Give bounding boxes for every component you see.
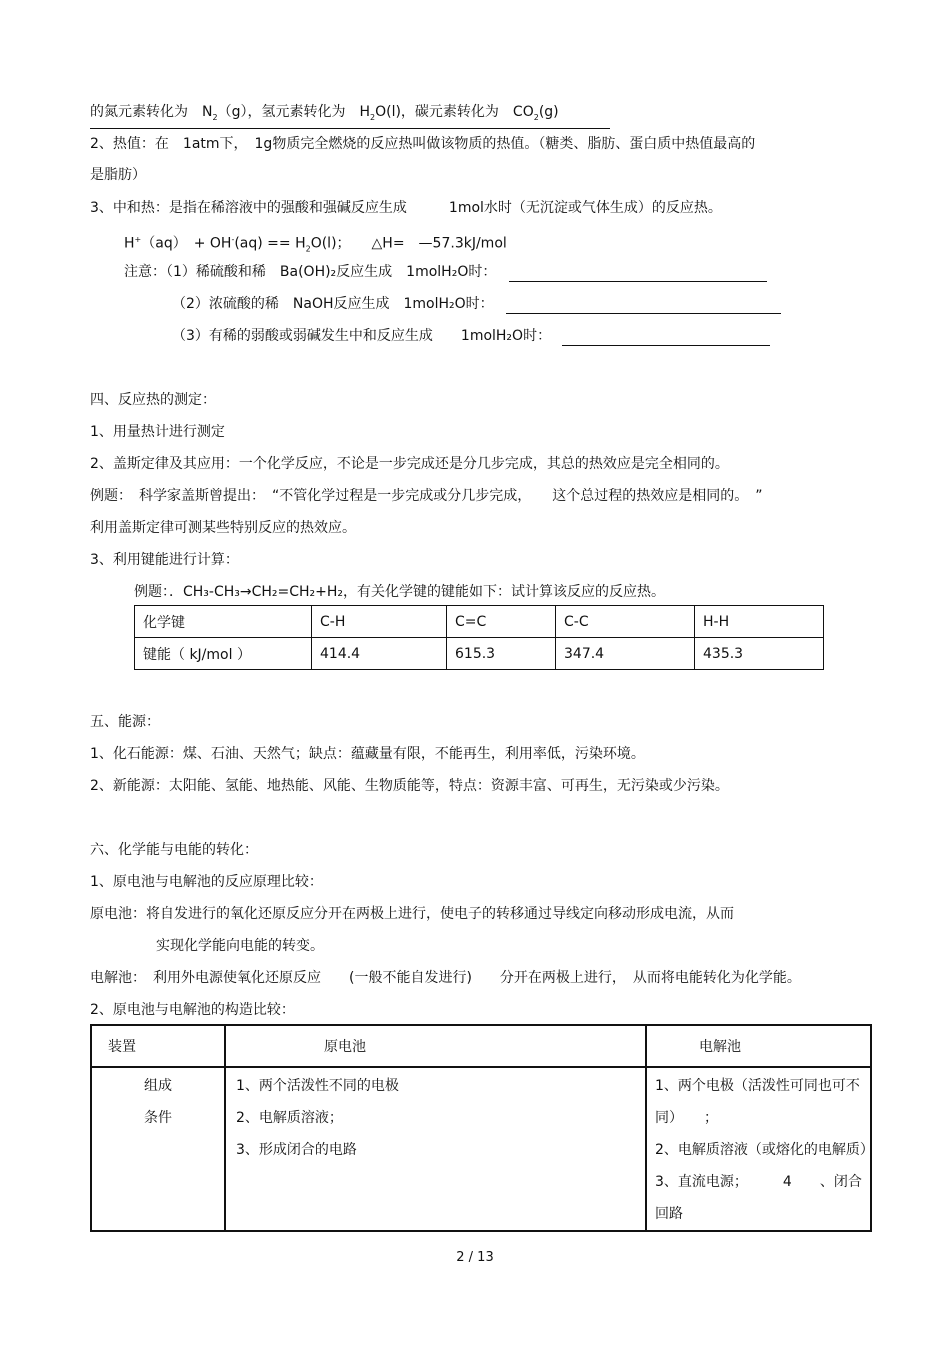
list-item: 1、两个活泼性不同的电极: [236, 1078, 399, 1094]
section-6-item-2: 2、原电池与电解池的构造比较：: [90, 1002, 295, 1018]
galvanic-def-2: 实现化学能向电能的转变。: [156, 938, 324, 954]
table-row: 化学键 C-H C=C C-C H-H: [135, 606, 824, 638]
galvanic-def: 原电池：将自发进行的氧化还原反应分开在两极上进行，使电子的转移通过导线定向移动形成电流，从而: [90, 906, 734, 922]
structure-comparison-table: [90, 1024, 872, 1232]
section-5-heading: 五、能源：: [90, 714, 160, 730]
heat-value-line: 2、热值：在 1atm下， 1g物质完全燃烧的反应热叫做该物质的热值。（糖类、脂肪、蛋白质中热值最高的: [90, 136, 756, 152]
section-4-item-2: 2、盖斯定律及其应用：一个化学反应，不论是一步完成还是分几步完成，其总的热效应是完全相同的。: [90, 456, 729, 472]
table-row: 装置 原电池 电解池: [91, 1025, 871, 1067]
page-number: 2 / 13: [456, 1250, 494, 1265]
section-4-item-1: 1、用量热计进行测定: [90, 424, 225, 440]
note-2: （2）浓硫酸的稀 NaOH反应生成 1molH₂O时：: [172, 294, 781, 314]
note-3: （3）有稀的弱酸或弱碱发生中和反应生成 1molH₂O时：: [172, 326, 770, 346]
section-6-heading: 六、化学能与电能的转化：: [90, 842, 258, 858]
section-5-item-1: 1、化石能源：煤、石油、天然气；缺点：蕴藏量有限，不能再生，利用率低，污染环境。: [90, 746, 645, 762]
table-row: 键能（ kJ/mol ） 414.4 615.3 347.4 435.3: [135, 638, 824, 670]
example-bond: 例题：．CH₃-CH₃→CH₂=CH₂+H₂，有关化学键的键能如下：试计算该反应的反应热。: [134, 584, 666, 600]
section-4-item-3: 3、利用键能进行计算：: [90, 552, 239, 568]
list-item: 3、形成闭合的电路: [236, 1142, 357, 1158]
section-4-heading: 四、反应热的测定：: [90, 392, 216, 408]
answer-blank-1[interactable]: [509, 263, 767, 282]
answer-blank-3[interactable]: [562, 327, 770, 346]
example-hess: 例题： 科学家盖斯曾提出： “不管化学过程是一步完成或分几步完成， 这个总过程的热效应是相同的。 ”: [90, 488, 763, 504]
answer-blank-2[interactable]: [506, 295, 781, 314]
section-6-item-1: 1、原电池与电解池的反应原理比较：: [90, 874, 323, 890]
line-conversion: 的氮元素转化为 $N_2(g)$，氢元素转化为 $H_2O(l)$，碳元素转化为 $CO_2(g)$: [90, 102, 610, 129]
list-item: 2、电解质溶液（或熔化的电解质）: [655, 1142, 874, 1158]
note-1: 注意：（1）稀硫酸和稀 Ba(OH)₂反应生成 1molH₂O时：: [124, 262, 767, 282]
table-row: 组成 条件 1、两个活泼性不同的电极 2、电解质溶液； 3、形成闭合的电路 1、两个电极（活泼性可同也可不同） ； 2、电解质溶液（或熔化的电解质） 3、直流电源； 4 、闭合回路: [91, 1067, 871, 1231]
section-5-item-2: 2、新能源：太阳能、氢能、地热能、风能、生物质能等，特点：资源丰富、可再生，无污染或少污染。: [90, 778, 729, 794]
neutralization-equation: H+（aq） + $OH^-(aq) == H_2O(l)$； △H= —57.3kJ/mol: [124, 235, 507, 254]
heat-value-line-2: 是脂肪）: [90, 167, 146, 183]
list-item: 3、直流电源； 4 、闭合回路: [655, 1174, 862, 1222]
example-hess-2: 利用盖斯定律可测某些特别反应的热效应。: [90, 520, 356, 536]
list-item: 2、电解质溶液；: [236, 1110, 343, 1126]
bond-energy-table: [134, 605, 824, 670]
electrolytic-def: 电解池： 利用外电源使氧化还原反应 (一般不能自发进行) 分开在两极上进行， 从而将电能转化为化学能。: [90, 970, 801, 986]
list-item: 1、两个电极（活泼性可同也可不同） ；: [655, 1078, 860, 1126]
neutralization-def: 3、中和热：是指在稀溶液中的强酸和强碱反应生成 1mol水时（无沉淀或气体生成）的反应热。: [90, 200, 722, 216]
